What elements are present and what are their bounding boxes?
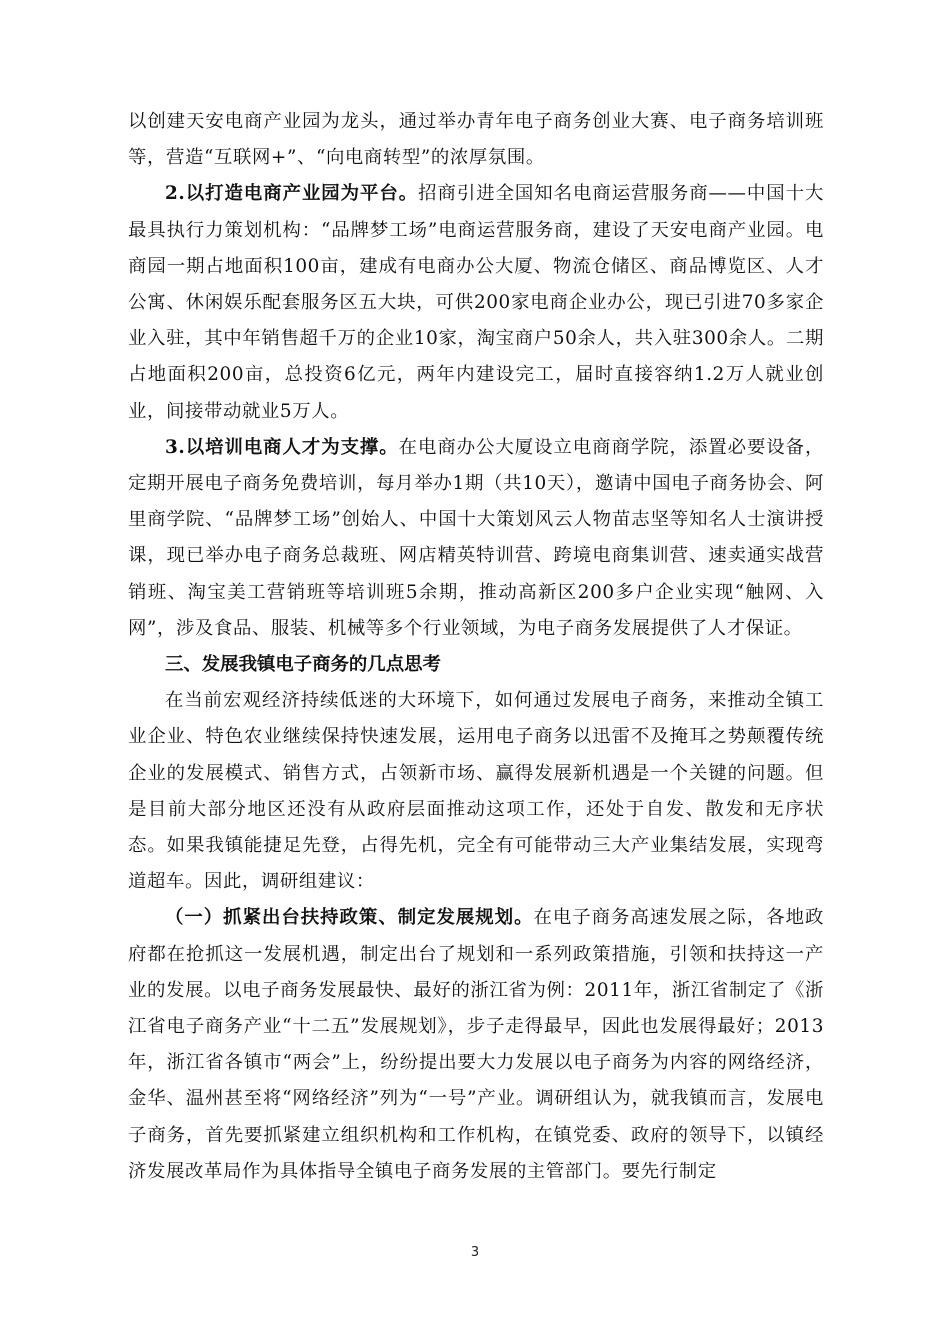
paragraph-1: 以创建天安电商产业园为龙头，通过举办青年电子商务创业大赛、电子商务培训班等，营造“互联网+”、“向电商转型”的浓厚氛围。 — [128, 111, 824, 169]
paragraph-4: 在当前宏观经济持续低迷的大环境下，如何通过发展电子商务，来推动全镇工业企业、特色农业继续保持快速发展，运用电子商务以迅雷不及掩耳之势颠覆传统企业的发展模式、销售方式，占领新市场、赢得发展新机遇是一个关键的问题。但是目前大部分地区还没有从政府层面推动这项工作，还处于自发、散发和无序状态。如果我镇能捷足先登，占得先机，完全有可能带动三大产业集结发展，实现弯道超车。因此，调研组建议： — [128, 690, 824, 893]
paragraph-2-lead: 2.以打造电商产业园为平台。 — [165, 183, 419, 205]
paragraph-3 — [128, 430, 824, 647]
paragraph-2-body: 招商引进全国知名电商运营服务商——中国十大最具执行力策划机构：“品牌梦工场”电商运营服务商，建设了天安电商产业园。电商园一期占地面积100亩，建成有电商办公大厦、物流仓储区、商品博览区、人才公寓、休闲娱乐配套服务区五大块，可供200家电商企业办公，现已引进70多家企业入驻，其中年销售超千万的企业10家，淘宝商户50余人，共入驻300余人。二期占地面积200亩，总投资6亿元，两年内建设完工，届时直接容纳1.2万人就业创业，间接带动就业5万人。 — [128, 183, 824, 422]
paragraph-2 — [128, 176, 824, 429]
paragraph-3-body: 在电商办公大厦设立电商商学院，添置必要设备，定期开展电子商务免费培训，每月举办1期（共10天），邀请中国电子商务协会、阿里商学院、“品牌梦工场”创始人、中国十大策划风云人物苗志坚等知名人士演讲授课，现已举办电子商务总裁班、网店精英特训营、跨境电商集训营、速卖通实战营销班、淘宝美工营销班等培训班5余期，推动高新区200多户企业实现“触网、入网”，涉及食品、服装、机械等多个行业领域，为电子商务发展提供了人才保证。 — [128, 436, 825, 639]
paragraph-5 — [128, 900, 824, 1190]
page-body — [128, 104, 824, 1190]
paragraph-5-body: 在电子商务高速发展之际，各地政府都在抢抓这一发展机遇，制定出台了规划和一系列政策措施，引领和扶持这一产业的发展。以电子商务发展最快、最好的浙江省为例：2011年，浙江省制定了《浙江省电子商务产业“十二五”发展规划》，步子走得最早，因此也发展得最好；2013年，浙江省各镇市“两会”上，纷纷提出要大力发展以电子商务为内容的网络经济，金华、温州甚至将“网络经济”列为“一号”产业。调研组认为，就我镇而言，发展电子商务，首先要抓紧建立组织机构和工作机构，在镇党委、政府的领导下，以镇经济发展改革局作为具体指导全镇电子商务发展的主管部门。要先行制定 — [128, 907, 824, 1182]
page-number: 3 — [470, 1245, 480, 1260]
paragraph-5-lead: （一）抓紧出台扶持政策、制定发展规划。 — [165, 907, 534, 929]
paragraph-3-lead: 3.以培训电商人才为支撑。 — [165, 436, 399, 458]
section-heading: 三、发展我镇电子商务的几点思考 — [165, 654, 441, 676]
